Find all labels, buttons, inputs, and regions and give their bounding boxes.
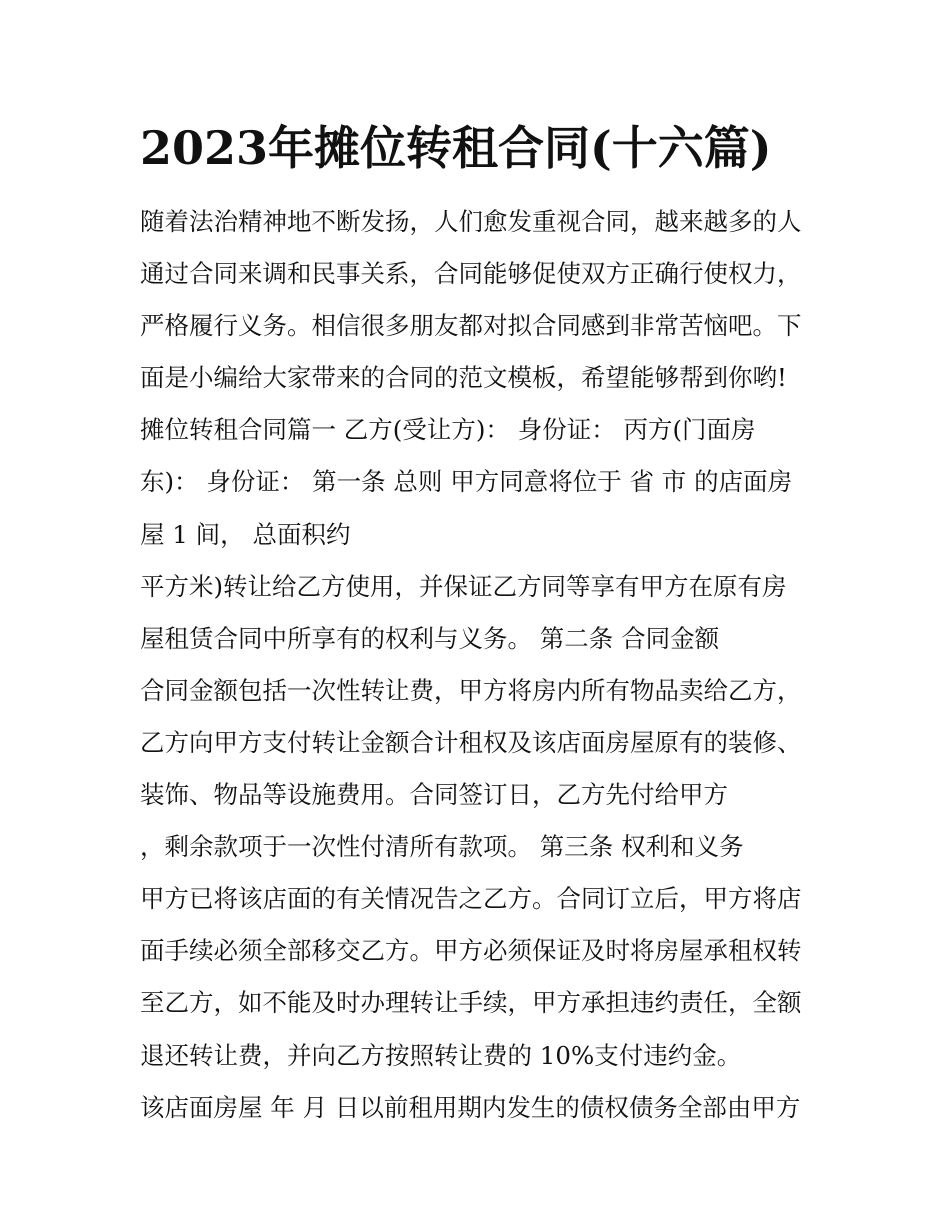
document-title: 2023年摊位转租合同(十六篇) — [140, 121, 772, 175]
body-line: 该店面房屋 年 月 日以前租用期内发生的债权债务全部由甲方 — [140, 1092, 801, 1122]
body-line: 东)： 身份证： 第一条 总则 甲方同意将位于 省 市 的店面房 — [140, 467, 793, 497]
body-line: 甲方已将该店面的有关情况告之乙方。合同订立后，甲方将店 — [140, 884, 802, 914]
body-line: 退还转让费，并向乙方按照转让费的 10%支付违约金。 — [140, 1040, 742, 1070]
body-line: 面是小编给大家带来的合同的范文模板，希望能够帮到你哟! — [140, 363, 787, 393]
document-body — [140, 196, 840, 1134]
body-line: 至乙方，如不能及时办理转让手续，甲方承担违约责任，全额 — [140, 988, 802, 1018]
body-line: 合同金额包括一次性转让费，甲方将房内所有物品卖给乙方， — [140, 675, 802, 705]
body-line: 摊位转租合同篇一 乙方(受让方)： 身份证： 丙方(门面房 — [140, 415, 756, 445]
body-line: ，剩余款项于一次性付清所有款项。 第三条 权利和义务 — [140, 832, 744, 862]
body-line: 屋租赁合同中所享有的权利与义务。 第二条 合同金额 — [140, 623, 720, 653]
body-line: 装饰、物品等设施费用。合同签订日，乙方先付给甲方 — [140, 780, 728, 810]
body-line: 乙方向甲方支付转让金额合计租权及该店面房屋原有的装修、 — [140, 727, 802, 757]
body-line: 随着法治精神地不断发扬，人们愈发重视合同，越来越多的人 — [140, 207, 802, 236]
body-line: 通过合同来调和民事关系，合同能够促使双方正确行使权力， — [140, 259, 802, 289]
body-line: 面手续必须全部移交乙方。甲方必须保证及时将房屋承租权转 — [140, 936, 802, 966]
body-line: 屋 1 间， 总面积约 — [140, 519, 351, 549]
body-line: 平方米)转让给乙方使用，并保证乙方同等享有甲方在原有房 — [140, 571, 787, 601]
body-line: 严格履行义务。相信很多朋友都对拟合同感到非常苦恼吧。下 — [140, 311, 802, 341]
